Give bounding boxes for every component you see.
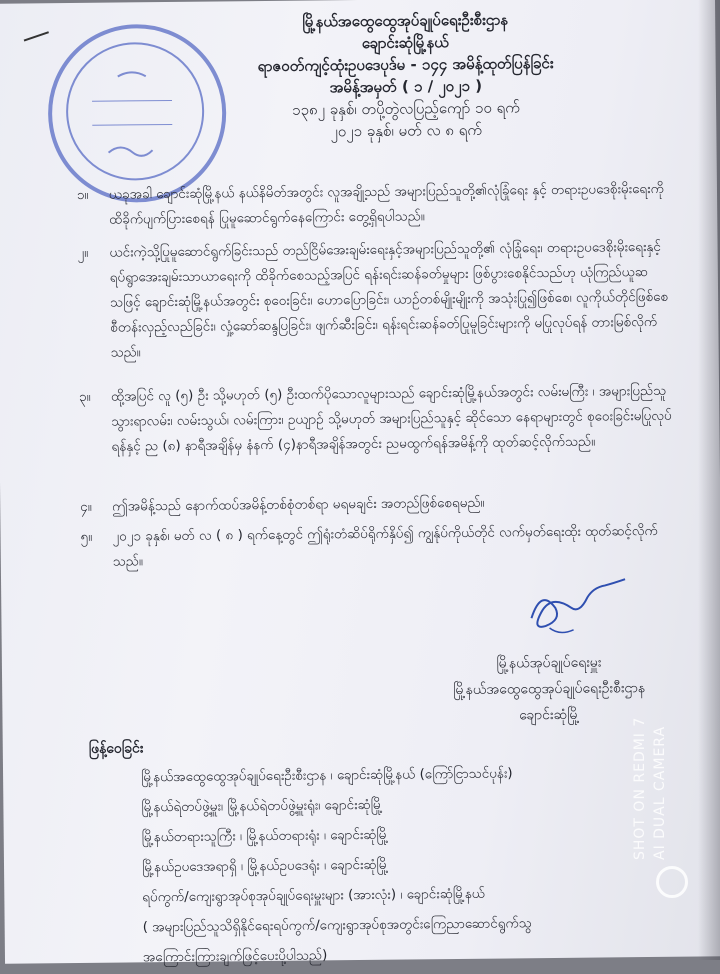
department-title: မြို့နယ်အထွေထွေအုပ်ချုပ်ရေးဦးစီးဌာန [302, 10, 509, 31]
paragraph-number: ၄။ [80, 498, 93, 515]
paragraph-text: ၂၀၂၁ ခုနှစ်၊ မတ် လ ( ၈ ) ရက်နေ့တွင် ဤရုံးတံဆိပ်ရိုက်နှိပ်၍ ကျွန်ုပ်ကိုယ်တိုင် လက်မှတ်ရေးထိုး ထုတ်ဆင့်လိုက်သည်။ [112, 522, 658, 570]
township-title: ချောင်းဆုံမြို့နယ် [361, 33, 449, 52]
document-header [195, 7, 616, 143]
handwritten-signature [521, 577, 652, 648]
paragraph-text: ထို့အပြင် လူ (၅) ဦး သို့မဟုတ် (၅) ဦးထက်ပိုသောလူများသည် ချောင်းဆုံမြို့နယ်အတွင်း လမ်းမကြီး ၊ အများပြည်သူသွားရာလမ်း၊ လမ်းသွယ်၊ လမ်းကြား၊ ဥယျာဉ် သို့မဟုတ် အများပြည်သူနှင့် ဆိုင်သော နေရာများတွင် စုဝေးခြင်းမပြုလုပ်ရန်နှင့် ည (၈) နာရီအချိန်မှ နံနက် (၄)နာရီအချိန်အတွင်း ညမထွက်ရန်အမိန့်ကို ထုတ်ဆင့်လိုက်သည်။ [111, 382, 672, 455]
paragraph-number: ၅။ [80, 528, 93, 545]
page-edge-shadow [698, 0, 720, 960]
order-subject: ရာဇဝတ်ကျင့်ထုံးဥပဒေပုဒ်မ - ၁၄၄ အမိန့်ထုတ်ပြန်ခြင်း [257, 53, 554, 76]
paragraph-1 [77, 177, 677, 233]
paragraph-5 [80, 519, 680, 575]
distribution-item: ( အများပြည်သူသိရှိနိုင်ရေးရပ်ကွက်/ကျေးရွာအုပ်စုအတွင်းကြေညာဆောင်ရွက်သွ [142, 915, 532, 936]
gregorian-date: ၂၀၂၁ ခုနှစ်၊ မတ် လ ၈ ရက် [330, 120, 483, 141]
distribution-item: မြို့နယ်တရားသူကြီး ၊ မြို့နယ်တရားရုံး ၊ ချောင်းဆုံမြို့ [141, 826, 389, 846]
paragraph-number: ၃။ [79, 388, 91, 405]
paragraph-2 [77, 235, 678, 366]
paragraph-4 [80, 489, 680, 520]
distribution-item: ရပ်ကွက်/ကျေးရွာအုပ်စုအုပ်ချုပ်ရေးမှူးများ (အားလုံး) ၊ ချောင်းဆုံမြို့နယ် [142, 885, 486, 906]
paragraph-text: ဤအမိန့်သည် နောက်ထပ်အမိန့်တစ်စုံတစ်ရာ မရမချင်း အတည်ဖြစ်စေရမည်။ [112, 494, 485, 515]
seal-mark-icon [47, 23, 219, 195]
signatory-department: မြို့နယ်အထွေထွေအုပ်ချုပ်ရေးဦးစီးဌာန [453, 680, 646, 699]
signatory-title: မြို့နယ်အုပ်ချုပ်ရေးမှူး [496, 654, 602, 672]
paragraph-3 [79, 379, 680, 460]
distribution-item: မြို့နယ်ဥပဒေအရာရှိ ၊ မြို့နယ်ဥပဒေရုံး ၊ ချောင်းဆုံမြို့ [141, 856, 389, 876]
paragraph-text: ယင်းကဲ့သို့ပြုမူဆောင်ရွက်ခြင်းသည် တည်ငြိမ်အေးချမ်းရေးနှင့်အများပြည်သူတို့၏ လုံခြုံရေး၊ တရားဥပဒေစိုးမိုးရေးနှင့် ရပ်ရွာအေးချမ်းသာယာရေးကို ထိခိုက်စေသည့်အပြင် ရန်းရင်းဆန်ခတ်မှုများ ဖြစ်ပွားစေနိုင်သည်ဟု ယုံကြည်ယူဆသဖြင့် ချောင်းဆုံမြို့နယ်အတွင်း စုဝေးခြင်း၊ ဟောပြောခြင်း၊ ယာဉ်တစ်မျိုးမျိုးကို အသုံးပြု၍ဖြစ်စေ၊ လူကိုယ်တိုင်ဖြစ်စေ စီတန်းလှည့်လည်ခြင်း၊ လှုံ့ဆော်ဆန္ဒပြခြင်း၊ ဖျက်ဆီးခြင်း၊ ရန်းရင်းဆန်ခတ်ပြုမူခြင်းများကို မပြုလုပ်ရန် တားမြစ်လိုက်သည်။ [109, 238, 669, 361]
camera-watermark [630, 717, 670, 860]
watermark-line-2: AI DUAL CAMERA [652, 725, 668, 860]
signatory-town: ချောင်းဆုံမြို့ [519, 706, 580, 724]
camera-circle-icon [656, 866, 688, 898]
paragraph-number: ၂။ [77, 244, 89, 261]
distribution-title: ဖြန့်ဝေခြင်း [88, 740, 144, 757]
myanmar-date: ၁၃၈၂ ခုနှစ်၊ တပို့တွဲလပြည့်ကျော် ၁၀ ရက် [292, 98, 521, 119]
order-number: အမိန့်အမှတ် ( ၁ / ၂၀၂၁ ) [329, 76, 483, 97]
paragraph-number: ၁။ [76, 186, 89, 203]
distribution-list [141, 756, 703, 972]
pen-mark [24, 31, 49, 41]
watermark-line-1: SHOT ON REDMI 7 [632, 716, 648, 860]
distribution-item: အကြောင်းကြားချက်ဖြင့်ပေးပို့ပါသည်) [142, 947, 328, 966]
distribution-item: မြို့နယ်ရဲတပ်ဖွဲ့မှူး၊ မြို့နယ်ရဲတပ်ဖွဲ့မှူးရုံး၊ ချောင်းဆုံမြို့ [141, 796, 383, 816]
distribution-item: မြို့နယ်အထွေထွေအုပ်ချုပ်ရေးဦးစီးဌာန ၊ ချောင်းဆုံမြို့နယ် (ကြော်ငြာသင်ပုန်း) [141, 765, 513, 786]
paragraph-text: ယခုအခါ ချောင်းဆုံမြို့နယ် နယ်နိမိတ်အတွင်း လူအချို့သည် အများပြည်သူတို့၏လုံခြုံရေး နှင့် တရားဥပဒေစိုးမိုးရေးကို ထိခိုက်ပျက်ပြားစေရန် ပြုမူဆောင်ရွက်နေကြောင်း တွေ့ရှိရပါသည်။ [108, 180, 664, 228]
